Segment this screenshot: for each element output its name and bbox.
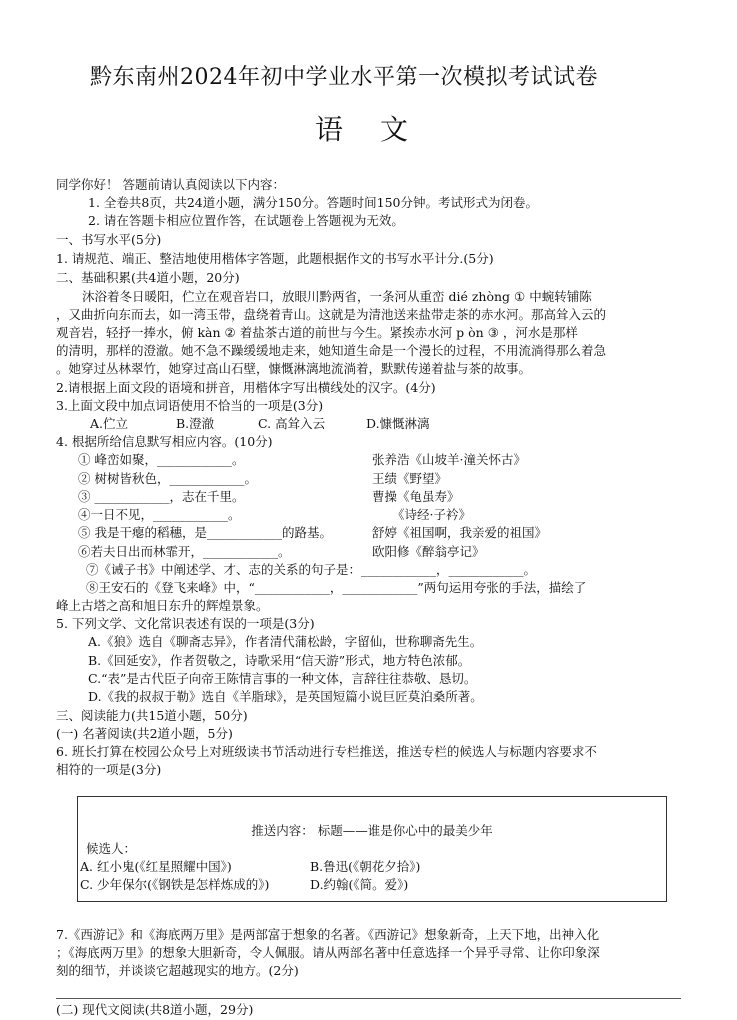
divider-line [56, 998, 681, 999]
question-1: 1. 请规范、端正、整洁地使用楷体字答题，此题根据作文的书写水平计分.(5分) [56, 251, 494, 266]
q3-option-d: D.慷慨淋漓 [366, 416, 430, 431]
passage-line: ，又曲折向东而去，如一湾玉带，盘绕着青山。这就是为清池送来盐带走茶的赤水河。那高耸入云的 [56, 307, 607, 322]
question-7: 7.《西游记》和《海底两万里》是两部富于想象的名著。《西游记》想象新奇，上天下地，出神入化 [56, 927, 600, 942]
q4-item-8: ⑧王安石的《登飞来峰》中，“____________，____________”两句运用夸张的手法，描绘了 [86, 580, 587, 595]
candidates-label: 候选人： [86, 841, 137, 856]
passage-line: 。她穿过丛林翠竹，她穿过高山石壁，慷慨淋漓地流淌着，默默传递着盐与茶的故事。 [56, 361, 532, 376]
exam-title: 黔东南州2024年初中学业水平第一次模拟考试试卷 [90, 65, 598, 90]
question-7-cont: 刻的细节，并谈谈它超越现实的地方。(2分) [56, 963, 299, 978]
section-2-heading: 二、基础积累(共4道小题，20分) [56, 270, 240, 285]
candidate-d: D.约翰(《简。爱》) [310, 877, 409, 892]
q5-option-d: D.《我的叔叔于勒》选自《羊脂球》，是英国短篇小说巨匠莫泊桑所著。 [88, 689, 483, 704]
question-6: 6. 班长打算在校园公众号上对班级读书节活动进行专栏推送，推送专栏的候选人与标题内容要求不 [56, 744, 597, 759]
q4-item-left: ② 树树皆秋色，____________。 [78, 471, 257, 486]
question-3: 3.上面文段中加点词语使用不恰当的一项是(3分) [56, 398, 324, 413]
q4-item-7: ⑦《诫子书》中阐述学、才、志的关系的句子是：____________，____________。 [86, 562, 537, 577]
passage-line: 沐浴着冬日暖阳，伫立在观音岩口，放眼川黔两省，一条河从重峦 dié zhòng ① 中蜿转铺陈 [82, 289, 592, 304]
subsection-heading: (二) 现代文阅读(共8道小题，29分) [56, 1002, 254, 1017]
question-6-cont: 相符的一项是(3分) [56, 762, 162, 777]
push-content: 推送内容： 标题——谁是你心中的最美少年 [251, 823, 493, 838]
candidate-c: C. 少年保尔(《钢铁是怎样炼成的》) [80, 877, 270, 892]
passage-line: 的清明，那样的澄澈。她不急不躁缓缓地走来，她知道生命是一个漫长的过程，不用流淌得那么着急 [56, 343, 607, 358]
q4-item-source: 欧阳修《醉翁亭记》 [372, 544, 485, 559]
question-2: 2.请根据上面文段的语境和拼音，用楷体字写出横线处的汉字。(4分) [56, 380, 436, 395]
question-5: 5. 下列文学、文化常识表述有误的一项是(3分) [56, 616, 315, 631]
q4-item-source: 王绩《野望》 [372, 471, 448, 486]
q4-item-source: 张养浩《山坡羊·潼关怀古》 [372, 452, 526, 467]
intro-greeting: 同学你好！ 答题前请认真阅读以下内容： [56, 177, 285, 192]
q5-option-b: B.《回延安》，作者贺敬之，诗歌采用“信天游”形式，地方特色浓郁。 [88, 653, 471, 668]
passage-line: 观音岩，轻抒一捧水，俯 kàn ② 着盐茶古道的前世与今生。紧挨赤水河 p òn ③ ，河水是那样 [56, 325, 578, 340]
q4-item-left: ① 峰峦如聚，____________。 [78, 452, 245, 467]
q4-item-source: 舒婷《祖国啊，我亲爱的祖国》 [372, 525, 548, 540]
q4-item-left: ③ ____________，志在千里。 [78, 489, 245, 504]
q3-option-a: A.伫立 [90, 416, 129, 431]
q4-item-source: 曹操《龟虽寿》 [372, 489, 460, 504]
q3-option-b: B.澄澈 [176, 416, 215, 431]
subject-title: 语 文 [315, 113, 422, 146]
q4-item-left: ⑤ 我是干瘪的稻穗，是____________的路基。 [78, 525, 332, 540]
candidate-a: A. 红小鬼(《红星照耀中国》) [80, 859, 232, 874]
q4-item-left: ⑥若夫日出而林霏开，____________。 [78, 544, 291, 559]
q4-item-8-cont: 峰上古塔之高和旭日东升的辉煌景象。 [56, 598, 269, 613]
q4-item-source: 《诗经·子衿》 [392, 507, 471, 522]
q5-option-a: A.《狼》选自《聊斋志异》，作者清代蒲松龄，字留仙，世称聊斋先生。 [88, 634, 483, 649]
q5-option-c: C.“表”是古代臣子向帝王陈情言事的一种文体，言辞往往恭敬、恳切。 [88, 671, 477, 686]
subsection-heading: (一) 名著阅读(共2道小题，5分) [56, 726, 233, 741]
section-1-heading: 一、书写水平(5分) [56, 232, 162, 247]
question-4: 4. 根据所给信息默写相应内容。(10分) [56, 434, 273, 449]
question-7-cont: ；《海底两万里》的想象大胆新奇，令人佩服。请从两部名著中任意选择一个异乎寻常、让你印象深 [56, 945, 600, 960]
candidate-b: B.鲁迅(《朝花夕拾》) [310, 859, 421, 874]
candidate-box [77, 796, 667, 902]
intro-note-2: 2. 请在答题卡相应位置作答，在试题卷上答题视为无效。 [88, 213, 404, 228]
q4-item-left: ④一日不见，____________。 [78, 507, 241, 522]
section-3-heading: 三、阅读能力(共15道小题，50分) [56, 708, 248, 723]
q3-option-c: C. 高耸入云 [258, 416, 326, 431]
intro-note-1: 1. 全卷共8页，共24道小题，满分150分。答题时间150分钟。考试形式为闭卷。 [88, 195, 538, 210]
